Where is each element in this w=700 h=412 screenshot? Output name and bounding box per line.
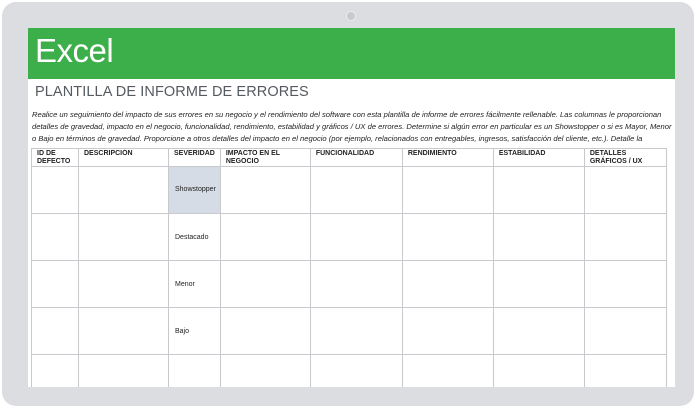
cell-business-impact[interactable] xyxy=(220,308,310,355)
cell-description[interactable] xyxy=(79,167,169,214)
header-stability[interactable]: ESTABILIDAD xyxy=(493,149,584,167)
cell-stability[interactable] xyxy=(493,214,584,261)
cell-performance[interactable] xyxy=(402,308,493,355)
bug-report-table xyxy=(31,148,667,387)
cell-business-impact[interactable] xyxy=(220,261,310,308)
sheet-description: Realice un seguimiento del impacto de sus errores en su negocio y el rendimiento del software con esta plantilla de informe de errores fácilmente rellenable. Las columnas le proporcionan detalles de gravedad, impacto en el negocio, funcionalidad, rendimiento, estabilidad y gráficos / UX de errores. Determine si algún error en particular es un Showstopper o si es Mayor, Menor o Bajo en términos de gravedad. Proporcione a otros detalles del impacto en el negocio (por ejemplo, relacionados con entregables, ingresos, satisfacción del cliente, etc.). Detalle la xyxy=(32,110,672,143)
cell-functionality[interactable] xyxy=(310,167,402,214)
table-row xyxy=(32,261,667,308)
cell-stability[interactable] xyxy=(493,167,584,214)
sheet-title: PLANTILLA DE INFORME DE ERRORES xyxy=(35,84,309,100)
header-defect-id[interactable]: ID DE DEFECTO xyxy=(32,149,79,167)
cell-functionality[interactable] xyxy=(310,355,402,388)
cell-functionality[interactable] xyxy=(310,308,402,355)
cell-description[interactable] xyxy=(79,308,169,355)
excel-banner xyxy=(28,28,675,79)
cell-description[interactable] xyxy=(79,261,169,308)
cell-severity[interactable]: Showstopper xyxy=(169,167,221,214)
table-row xyxy=(32,167,667,214)
header-graphics-ux[interactable]: DETALLES GRÁFICOS / UX xyxy=(584,149,666,167)
cell-defect-id[interactable] xyxy=(32,308,79,355)
cell-severity[interactable] xyxy=(169,355,221,388)
cell-severity[interactable]: Menor xyxy=(169,261,221,308)
table-row xyxy=(32,214,667,261)
cell-stability[interactable] xyxy=(493,308,584,355)
cell-performance[interactable] xyxy=(402,261,493,308)
cell-functionality[interactable] xyxy=(310,214,402,261)
screen xyxy=(28,28,675,387)
cell-defect-id[interactable] xyxy=(32,261,79,308)
camera-icon xyxy=(346,11,356,21)
header-severity[interactable]: SEVERIDAD xyxy=(169,149,221,167)
header-row xyxy=(32,149,667,167)
cell-functionality[interactable] xyxy=(310,261,402,308)
cell-performance[interactable] xyxy=(402,167,493,214)
table-row xyxy=(32,355,667,388)
app-title: Excel xyxy=(35,32,114,69)
header-business-impact[interactable]: IMPACTO EN EL NEGOCIO xyxy=(220,149,310,167)
cell-business-impact[interactable] xyxy=(220,355,310,388)
header-functionality[interactable]: FUNCIONALIDAD xyxy=(310,149,402,167)
cell-graphics-ux[interactable] xyxy=(584,308,666,355)
cell-description[interactable] xyxy=(79,214,169,261)
cell-defect-id[interactable] xyxy=(32,214,79,261)
device-frame xyxy=(2,2,694,406)
cell-defect-id[interactable] xyxy=(32,167,79,214)
header-description[interactable]: DESCRIPCIÓN xyxy=(79,149,169,167)
cell-graphics-ux[interactable] xyxy=(584,214,666,261)
cell-severity[interactable]: Destacado xyxy=(169,214,221,261)
table-row xyxy=(32,308,667,355)
cell-performance[interactable] xyxy=(402,214,493,261)
cell-description[interactable] xyxy=(79,355,169,388)
cell-defect-id[interactable] xyxy=(32,355,79,388)
cell-business-impact[interactable] xyxy=(220,214,310,261)
cell-stability[interactable] xyxy=(493,355,584,388)
cell-stability[interactable] xyxy=(493,261,584,308)
cell-severity[interactable]: Bajo xyxy=(169,308,221,355)
cell-business-impact[interactable] xyxy=(220,167,310,214)
cell-performance[interactable] xyxy=(402,355,493,388)
cell-graphics-ux[interactable] xyxy=(584,261,666,308)
header-performance[interactable]: RENDIMIENTO xyxy=(402,149,493,167)
cell-graphics-ux[interactable] xyxy=(584,167,666,214)
cell-graphics-ux[interactable] xyxy=(584,355,666,388)
